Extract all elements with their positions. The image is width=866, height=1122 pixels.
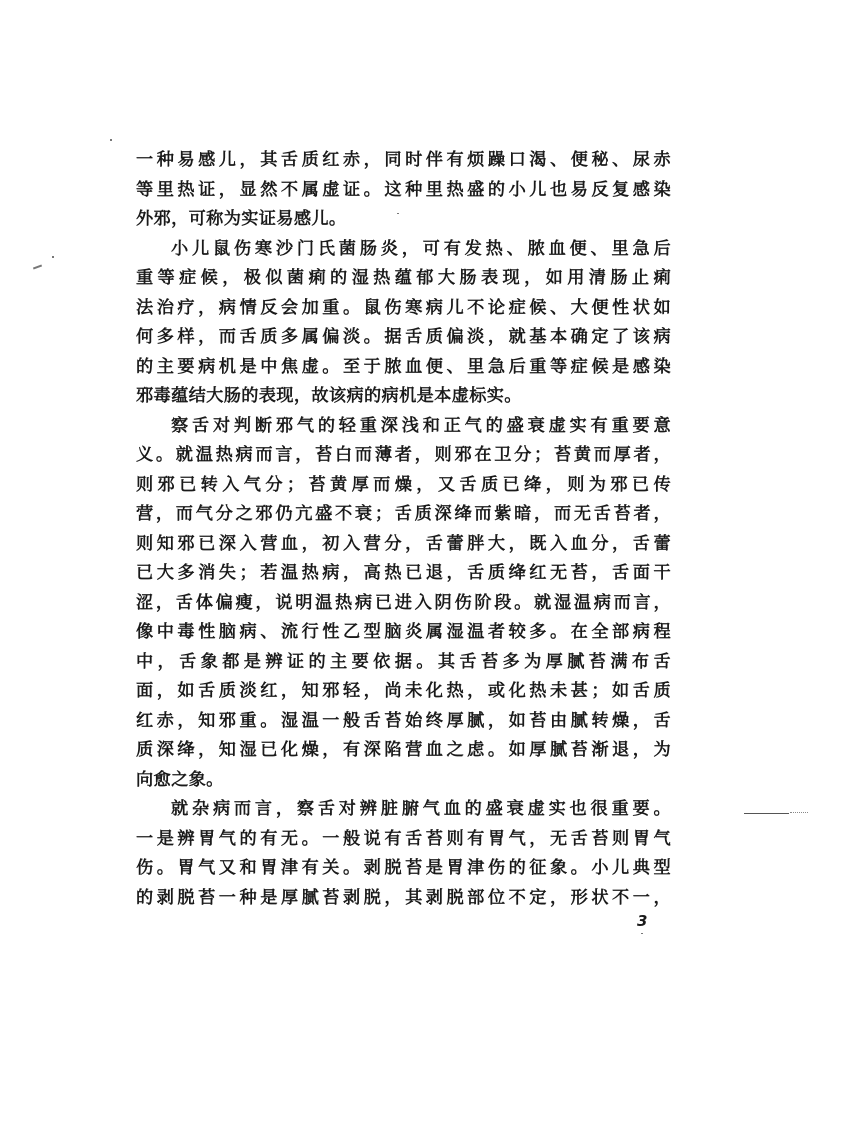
text-line: 义。就温热病而言，苔白而薄者，则邪在卫分；苔黄而厚者， (136, 445, 671, 465)
text-line: 一是辨胃气的有无。一般说有舌苔则有胃气，无舌苔则胃气 (136, 828, 671, 849)
text-line: 外邪，可称为实证易感儿。 (136, 209, 347, 229)
scan-speck (52, 256, 54, 258)
paragraph-start-line: 小儿鼠伤寒沙门氏菌肠炎，可有发热、脓血便、里急后 (171, 238, 671, 259)
scan-speck (397, 213, 399, 214)
text-line: 面，如舌质淡红，知邪轻，尚未化热，或化热未甚；如舌质 (136, 681, 671, 701)
text-line: 何多样，而舌质多属偏淡。据舌质偏淡，就基本确定了该病 (136, 327, 671, 347)
scan-speck (110, 139, 112, 141)
text-line: 重等症候，极似菌痢的湿热蕴郁大肠表现，如用清肠止痢 (136, 268, 671, 288)
text-line: 一种易感儿，其舌质红赤，同时伴有烦躁口渴、便秘、尿赤 (136, 150, 671, 170)
body-text (136, 146, 671, 913)
text-line: 营，而气分之邪仍亢盛不衰；舌质深绛而紫暗，而无舌苔者， (136, 504, 671, 524)
text-line: 伤。胃气又和胃津有关。剥脱苔是胃津伤的征象。小儿典型 (136, 858, 671, 878)
text-line: 红赤，知邪重。湿温一般舌苔始终厚腻，如苔由腻转燥，舌 (136, 710, 671, 731)
text-line: 涩，舌体偏瘦，说明温热病已进入阴伤阶段。就湿温病而言， (136, 592, 671, 613)
text-line: 质深绛，知湿已化燥，有深陷营血之虑。如厚腻苔渐退，为 (136, 740, 671, 760)
text-line: 法治疗，病情反会加重。鼠伤寒病儿不论症候、大便性状如 (136, 297, 671, 318)
margin-rule (744, 813, 789, 814)
text-line: 向愈之象。 (136, 769, 224, 790)
paragraph-start-line: 就杂病而言，察舌对辨脏腑气血的盛衰虚实也很重要。 (171, 799, 671, 819)
text-line: 的主要病机是中焦虚。至于脓血便、里急后重等症候是感染 (136, 356, 671, 377)
page-number: 3 (637, 912, 648, 930)
text-line: 的剥脱苔一种是厚腻苔剥脱，其剥脱部位不定，形状不一， (136, 887, 671, 908)
text-line: 等里热证，显然不属虚证。这种里热盛的小儿也易反复感染 (136, 179, 671, 200)
scan-speck (33, 265, 42, 270)
text-line: 中，舌象都是辨证的主要依据。其舌苔多为厚腻苔满布舌 (136, 651, 671, 672)
text-line: 已大多消失；若温热病，高热已退，舌质绛红无苔，舌面干 (136, 563, 671, 583)
text-line: 则知邪已深入营血，初入营分，舌蕾胖大，既入血分，舌蕾 (136, 533, 671, 554)
margin-dots (790, 812, 808, 814)
text-line: 邪毒蕴结大肠的表现，故该病的病机是本虚标实。 (136, 386, 522, 406)
paragraph-start-line: 察舌对判断邪气的轻重深浅和正气的盛衰虚实有重要意 (171, 415, 671, 436)
text-line: 则邪已转入气分；苔黄厚而燥，又舌质已绛，则为邪已传 (136, 474, 671, 495)
text-line: 像中毒性脑病、流行性乙型脑炎属湿温者较多。在全部病程 (136, 622, 671, 642)
scan-speck (641, 933, 643, 934)
